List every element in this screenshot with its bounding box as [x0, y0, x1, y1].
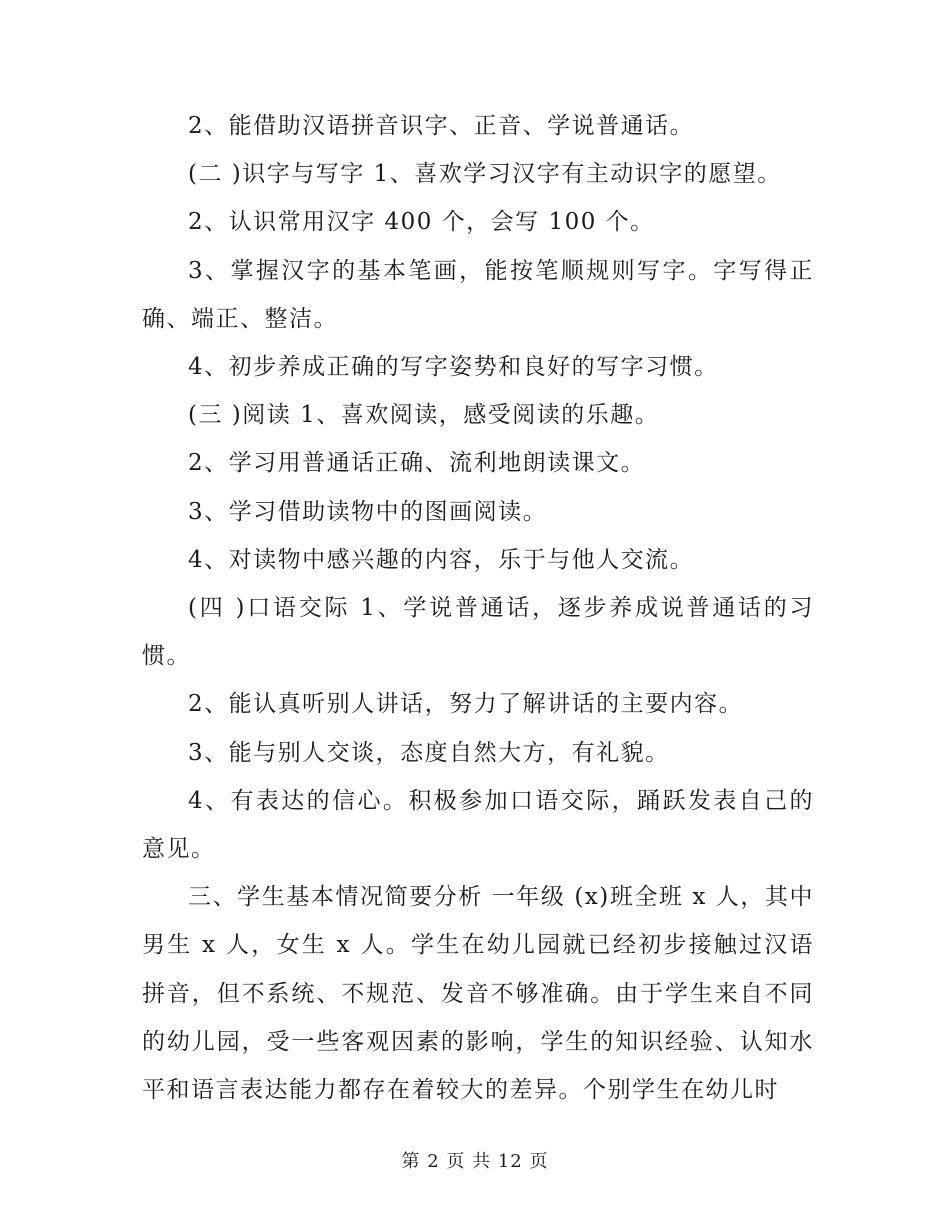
- paragraph: (四 )口语交际 1、学说普通话，逐步养成说普通话的习惯。: [142, 595, 814, 670]
- paragraph: 2、认识常用汉字 400 个，会写 100 个。: [188, 209, 655, 236]
- paragraph: 4、有表达的信心。积极参加口语交际，踊跃发表自己的意见。: [142, 787, 814, 863]
- paragraph: 4、对读物中感兴趣的内容，乐于与他人交流。: [188, 546, 695, 573]
- paragraph: (二 )识字与写字 1、喜欢学习汉字有主动识字的愿望。: [188, 161, 782, 188]
- paragraph: 4、初步养成正确的写字姿势和良好的写字习惯。: [188, 354, 719, 381]
- document-body: [142, 102, 814, 1114]
- paragraph: 2、能认真听别人讲话，努力了解讲话的主要内容。: [188, 691, 744, 718]
- paragraph: 3、学习借助读物中的图画阅读。: [188, 498, 548, 525]
- paragraph: 2、能借助汉语拼音识字、正音、学说普通话。: [188, 113, 695, 139]
- paragraph: 3、能与别人交谈，态度自然大方，有礼貌。: [188, 739, 670, 766]
- paragraph: (三 )阅读 1、喜欢阅读，感受阅读的乐趣。: [188, 402, 660, 429]
- page-number-footer: 第 2 页 共 12 页: [401, 1151, 549, 1172]
- paragraph: 三、学生基本情况简要分析 一年级 (x)班全班 x 人，其中男生 x 人，女生 x 人。学生在幼儿园就已经初步接触过汉语拼音，但不系统、不规范、发音不够准确。由于学生来自不同的幼儿园，受一些客观因素的影响，学生的知识经验、认知水平和语言表达能力都存在着较大的差异。个别学生在幼儿时: [142, 884, 814, 1104]
- paragraph: 2、学习用普通话正确、流利地朗读课文。: [188, 450, 646, 477]
- paragraph: 3、掌握汉字的基本笔画，能按笔顺规则写字。字写得正确、端正、整洁。: [142, 257, 814, 332]
